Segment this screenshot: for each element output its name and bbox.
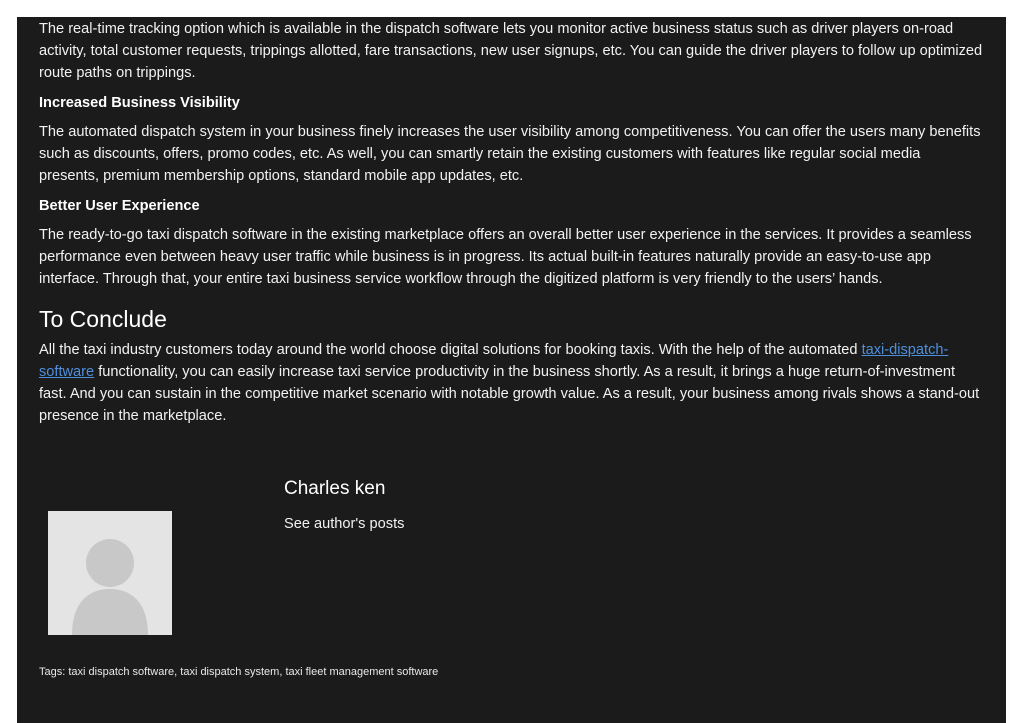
author-avatar-icon[interactable]	[48, 511, 172, 635]
author-name: Charles ken	[284, 478, 386, 499]
avatar-placeholder-icon	[48, 511, 172, 635]
article-content	[39, 17, 984, 427]
taxi-dispatch-software-link[interactable]: taxi-dispatch-software	[39, 342, 949, 380]
article-page	[17, 17, 1006, 723]
section-paragraph-visibility: The automated dispatch system in your business finely increases the user visibility among competitiveness. You can offer the users many benefits such as discounts, offers, promo codes, etc. As well, you can smartly retain the existing customers with features like regular social media presents, premium membership options, standard mobile app updates, etc.	[39, 124, 981, 184]
author-box	[39, 477, 984, 647]
tags-label: Tags:	[39, 666, 69, 678]
conclusion-paragraph	[39, 339, 984, 427]
conclusion-heading: To Conclude	[39, 306, 167, 332]
conclusion-text-before: All the taxi industry customers today around the world choose digital solutions for booking taxis. With the help of the automated	[39, 342, 862, 358]
intro-paragraph: The real-time tracking option which is available in the dispatch software lets you monitor active business status such as driver players on-road activity, total customer requests, trippings allotted, fare transactions, new user signups, etc. You can guide the driver players to follow up optimized route paths on trippings.	[39, 21, 983, 81]
tag-link[interactable]: taxi fleet management software	[285, 666, 439, 678]
tag-link[interactable]: taxi dispatch system	[180, 666, 280, 678]
tag-link[interactable]: taxi dispatch software	[68, 666, 175, 678]
section-paragraph-experience: The ready-to-go taxi dispatch software in the existing marketplace offers an overall better user experience in the services. It provides a seamless performance even between heavy user traffic while business is in progress. Its actual built-in features naturally provide an easy-to-use app interface. Through that, your entire taxi business service workflow through the digitized platform is very friendly to the users’ hands.	[39, 227, 972, 287]
section-heading-visibility: Increased Business Visibility	[39, 95, 240, 111]
author-posts-link[interactable]: See author's posts	[284, 516, 405, 532]
section-heading-experience: Better User Experience	[39, 198, 200, 214]
tags-line: Tags: taxi dispatch software, taxi dispatch system, taxi fleet management software	[39, 666, 439, 678]
conclusion-text-after: functionality, you can easily increase taxi service productivity in the business shortly. As a result, it brings a huge return-of-investment fast. And you can sustain in the competitive market scenario with notable growth value. As a result, your business among rivals shows a stand-out presence in the marketplace.	[39, 364, 980, 424]
